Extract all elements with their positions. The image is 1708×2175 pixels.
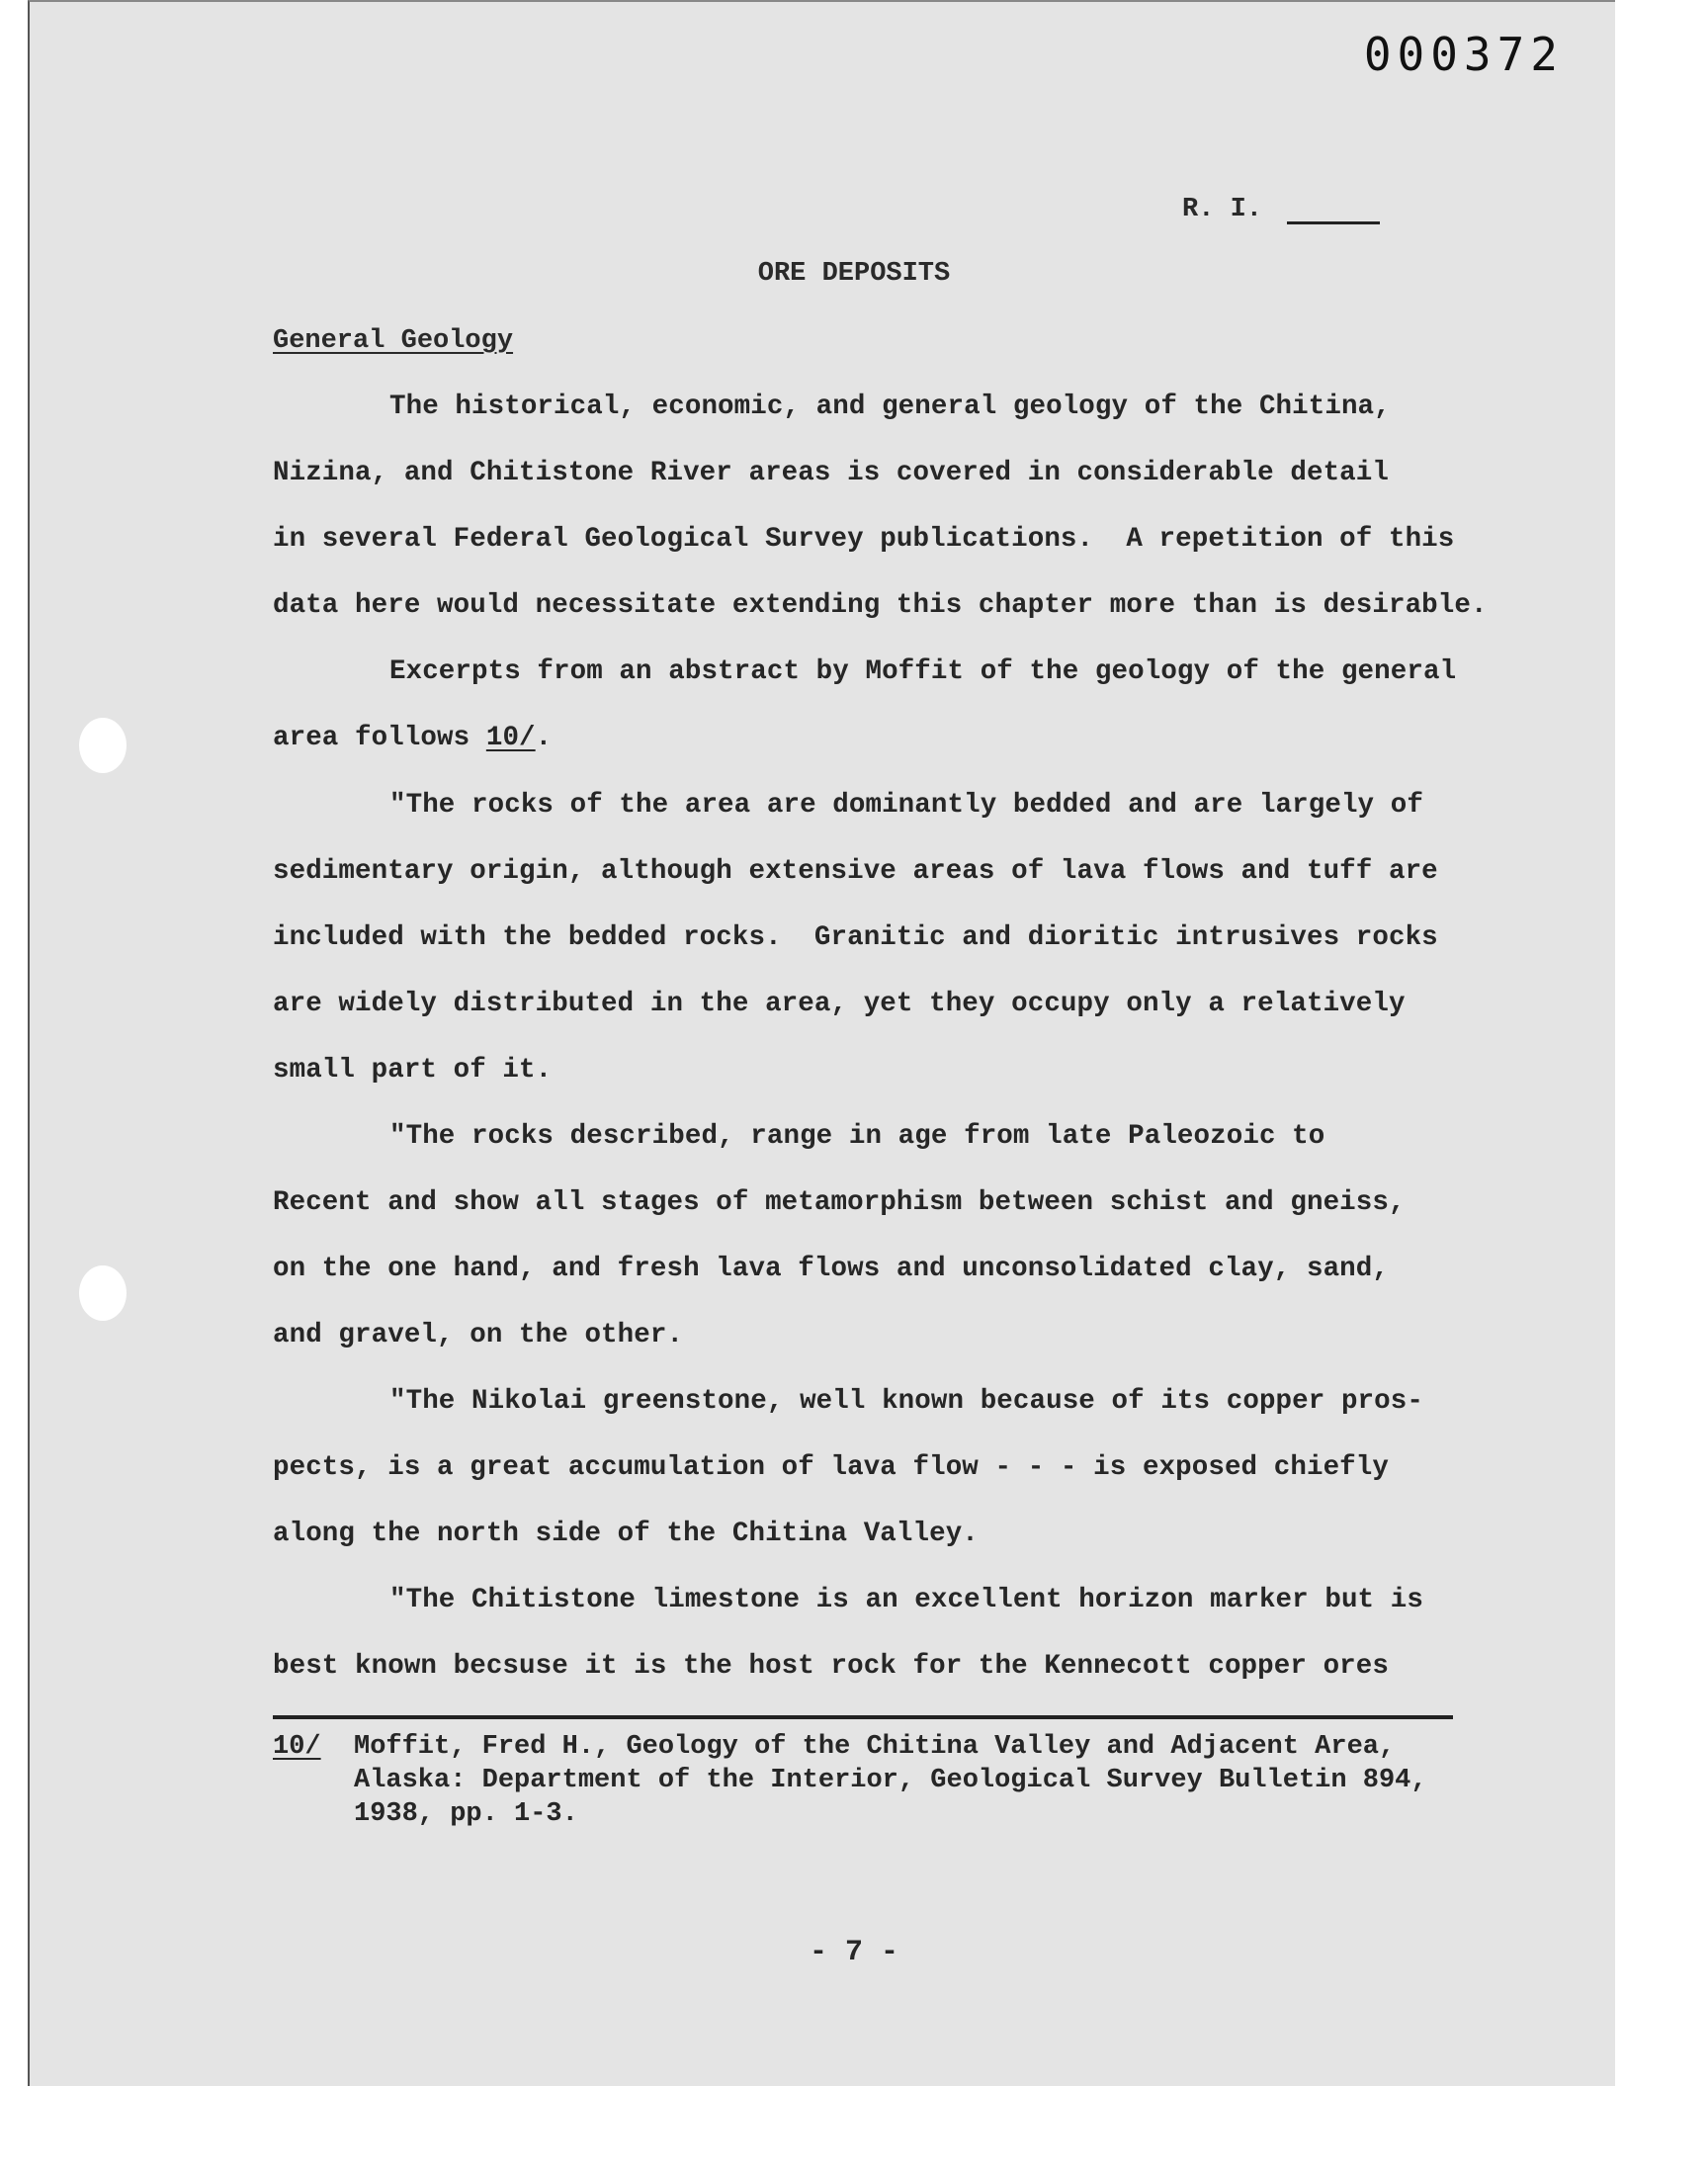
footnote-reference-suffix: .: [535, 723, 553, 753]
body-line: Recent and show all stages of metamorphism between schist and gneiss,: [273, 1187, 1406, 1218]
body-line: "The Chitistone limestone is an excellent horizon marker but is: [389, 1585, 1423, 1615]
punch-hole-lower: [79, 1265, 127, 1321]
ri-blank-line: [1287, 221, 1380, 224]
body-line: best known becsuse it is the host rock for the Kennecott copper ores: [273, 1651, 1389, 1682]
body-line: small part of it.: [273, 1055, 553, 1086]
body-line: are widely distributed in the area, yet they occupy only a relatively: [273, 989, 1406, 1019]
body-line: "The rocks described, range in age from late Paleozoic to: [389, 1121, 1325, 1152]
page-number: - 7 -: [809, 1936, 898, 1969]
body-line: included with the bedded rocks. Granitic and dioritic intrusives rocks: [273, 922, 1438, 953]
footnote-reference: 10/: [485, 723, 536, 753]
punch-hole-upper: [79, 718, 127, 773]
page-title: ORE DEPOSITS: [757, 259, 951, 289]
footnote-line: Moffit, Fred H., Geology of the Chitina Valley and Adjacent Area,: [354, 1732, 1396, 1762]
body-line-text: area follows: [273, 723, 486, 753]
body-line: "The Nikolai greenstone, well known because of its copper pros-: [389, 1386, 1423, 1417]
footnote-mark: 10/: [273, 1732, 321, 1762]
body-line: on the one hand, and fresh lava flows and unconsolidated clay, sand,: [273, 1254, 1389, 1284]
document-number: 000372: [1363, 28, 1564, 81]
footnote-line: Alaska: Department of the Interior, Geological Survey Bulletin 894,: [354, 1766, 1427, 1795]
footnote-divider: [273, 1715, 1453, 1719]
body-line: The historical, economic, and general geology of the Chitina,: [389, 392, 1391, 422]
body-line: in several Federal Geological Survey publications. A repetition of this: [273, 524, 1455, 555]
body-line: sedimentary origin, although extensive areas of lava flows and tuff are: [273, 856, 1438, 887]
body-line: and gravel, on the other.: [273, 1320, 684, 1350]
body-line: pects, is a great accumulation of lava flow - - - is exposed chiefly: [273, 1452, 1389, 1483]
body-line: data here would necessitate extending this chapter more than is desirable.: [273, 590, 1488, 621]
section-heading: General Geology: [273, 326, 514, 356]
body-line-with-footnote: [273, 723, 552, 753]
body-line: along the north side of the Chitina Valley.: [273, 1519, 979, 1549]
ri-label: R. I.: [1182, 195, 1263, 224]
footnote-line: 1938, pp. 1-3.: [354, 1799, 578, 1829]
body-line: Excerpts from an abstract by Moffit of the geology of the general: [389, 656, 1457, 687]
body-line: Nizina, and Chitistone River areas is covered in considerable detail: [273, 458, 1389, 488]
body-line: "The rocks of the area are dominantly bedded and are largely of: [389, 790, 1423, 821]
